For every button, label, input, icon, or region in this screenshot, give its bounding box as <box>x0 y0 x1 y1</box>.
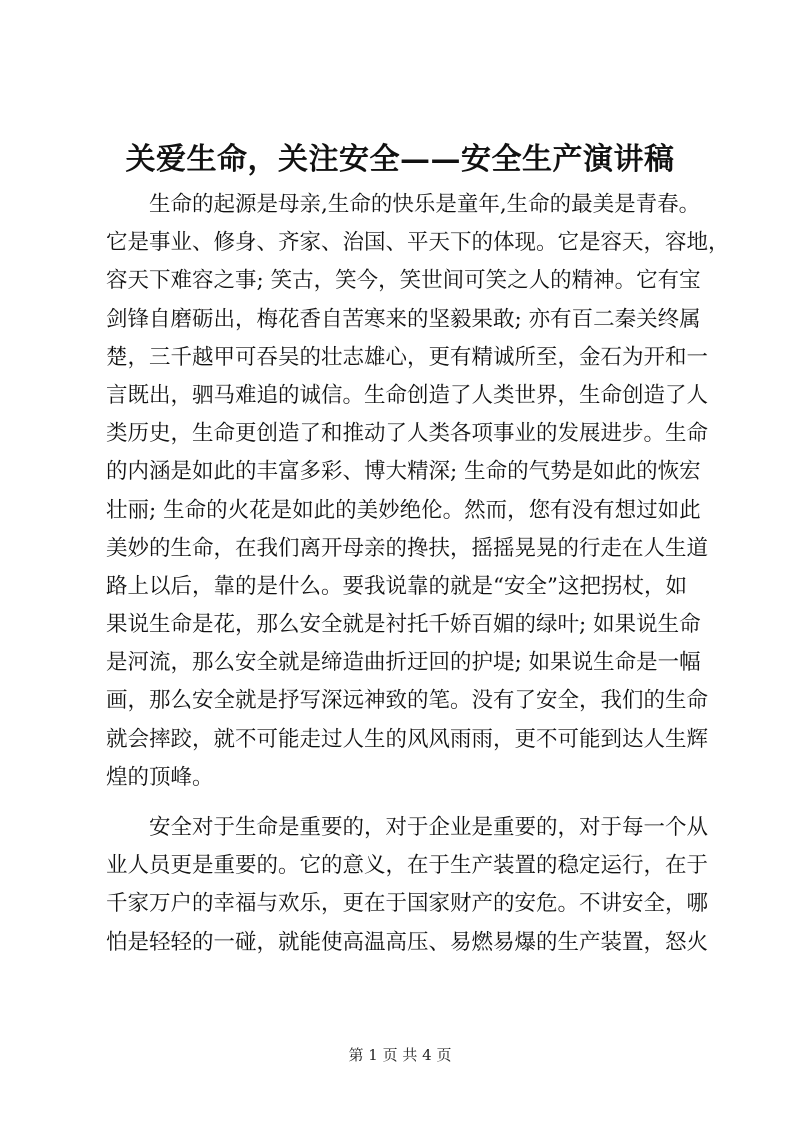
text-line: 美妙的生命，在我们离开母亲的搀扶，摇摇晃晃的行走在人生道 <box>106 535 709 561</box>
text-line: 怕是轻轻的一碰，就能使高温高压、易燃易爆的生产装置，怒火 <box>106 929 709 955</box>
text-line: 容天下难容之事; 笑古，笑今，笑世间可笑之人的精神。它有宝 <box>106 268 701 294</box>
document-title: 关爱生命，关注安全——安全生产演讲稿 <box>125 142 675 177</box>
text-line: 言既出，驷马难追的诚信。生命创造了人类世界，生命创造了人 <box>106 382 709 408</box>
text-line: 它是事业、修身、齐家、治国、平天下的体现。它是容天，容地， <box>106 230 730 256</box>
text-line: 剑锋自磨砺出，梅花香自苦寒来的坚毅果敢; 亦有百二秦关终属 <box>106 306 701 332</box>
document-body <box>106 186 730 962</box>
paragraph-1 <box>106 186 730 797</box>
paragraph-spacer <box>106 797 712 809</box>
text-line: 的内涵是如此的丰富多彩、博大精深; 生命的气势是如此的恢宏 <box>106 459 701 485</box>
text-line: 业人员更是重要的。它的意义，在于生产装置的稳定运行，在于 <box>106 853 709 879</box>
text-line: 千家万户的幸福与欢乐，更在于国家财产的安危。不讲安全，哪 <box>106 891 709 917</box>
text-line: 安全对于生命是重要的，对于企业是重要的，对于每一个从 <box>106 815 709 840</box>
text-line: 画，那么安全就是抒写深远神致的笔。没有了安全，我们的生命 <box>106 688 709 714</box>
text-line: 类历史，生命更创造了和推动了人类各项事业的发展进步。生命 <box>106 421 709 447</box>
text-line: 楚，三千越甲可吞吴的壮志雄心，更有精诚所至，金石为开和一 <box>106 344 709 370</box>
text-line: 生命的起源是母亲,生命的快乐是童年,生命的最美是青春。 <box>106 192 701 217</box>
text-line: 是河流，那么安全就是缔造曲折迂回的护堤; 如果说生命是一幅 <box>106 650 701 676</box>
text-line: 就会摔跤，就不可能走过人生的风风雨雨，更不可能到达人生辉 <box>106 726 709 752</box>
text-line: 壮丽; 生命的火花是如此的美妙绝伦。然而，您有没有想过如此 <box>106 497 701 523</box>
text-line: 煌的顶峰。 <box>106 764 214 790</box>
page-footer: 第 1 页 共 4 页 <box>348 1046 452 1064</box>
paragraph-2 <box>106 809 712 962</box>
text-line: 路上以后，靠的是什么。要我说靠的就是“安全”这把拐杖，如 <box>106 573 687 599</box>
text-line: 果说生命是花，那么安全就是衬托千娇百媚的绿叶; 如果说生命 <box>106 612 701 638</box>
